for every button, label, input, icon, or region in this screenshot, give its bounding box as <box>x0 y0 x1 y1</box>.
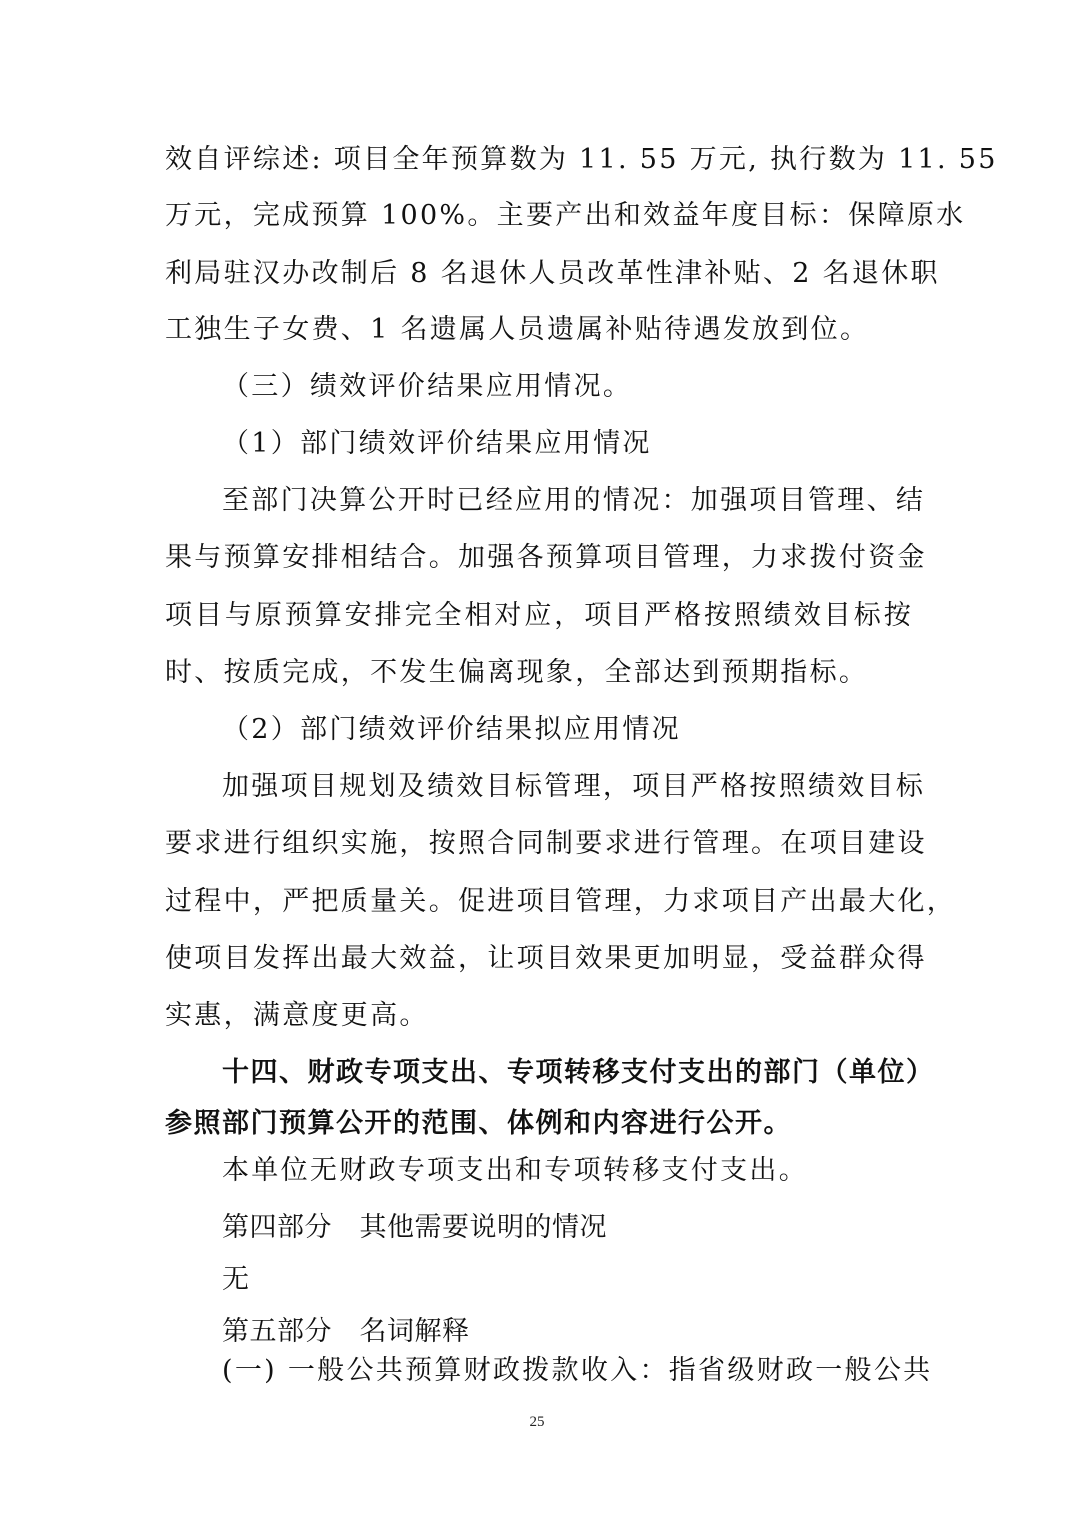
paragraph-line: 过程中，严把质量关。促进项目管理，力求项目产出最大化， <box>165 886 957 917</box>
page-number: 25 <box>529 1414 545 1430</box>
paragraph-line: 时、按质完成，不发生偏离现象，全部达到预期指标。 <box>165 657 869 688</box>
paragraph-line: 加强项目规划及绩效目标管理，项目严格按照绩效目标 <box>222 771 926 802</box>
section-14-heading: 十四、财政专项支出、专项转移支付支出的部门（单位） <box>222 1057 935 1088</box>
paragraph-line: 使项目发挥出最大效益，让项目效果更加明显，受益群众得 <box>165 943 927 974</box>
part-5-title: 第五部分 名词解释 <box>222 1316 470 1347</box>
paragraph-line: 至部门决算公开时已经应用的情况：加强项目管理、结 <box>222 485 926 516</box>
section-14-heading-cont: 参照部门预算公开的范围、体例和内容进行公开。 <box>165 1108 792 1139</box>
paragraph-line: 利局驻汉办改制后 8 名退休人员改革性津补贴、2 名退休职 <box>165 258 940 289</box>
part-4-body: 无 <box>222 1264 252 1295</box>
paragraph-line: 果与预算安排相结合。加强各预算项目管理，力求拨付资金 <box>165 542 927 573</box>
section-heading: （三）绩效评价结果应用情况。 <box>222 371 633 402</box>
section-14-body: 本单位无财政专项支出和专项转移支付支出。 <box>222 1155 808 1186</box>
paragraph-line: 万元，完成预算 100%。主要产出和效益年度目标：保障原水 <box>165 200 966 231</box>
part-4-title: 第四部分 其他需要说明的情况 <box>222 1212 607 1243</box>
subsection-heading: （1）部门绩效评价结果应用情况 <box>222 428 652 459</box>
paragraph-line: 效自评综述: 项目全年预算数为 11. 55 万元, 执行数为 11. 55 <box>165 144 998 175</box>
paragraph-line: 工独生子女费、1 名遗属人员遗属补贴待遇发放到位。 <box>165 314 870 345</box>
paragraph-line: 项目与原预算安排完全相对应，项目严格按照绩效目标按 <box>165 600 913 631</box>
subsection-heading: （2）部门绩效评价结果拟应用情况 <box>222 714 681 745</box>
paragraph-line: 实惠，满意度更高。 <box>165 1000 429 1031</box>
part-5-item-1: (一) 一般公共预算财政拨款收入：指省级财政一般公共 <box>222 1355 933 1386</box>
paragraph-line: 要求进行组织实施，按照合同制要求进行管理。在项目建设 <box>165 828 927 859</box>
